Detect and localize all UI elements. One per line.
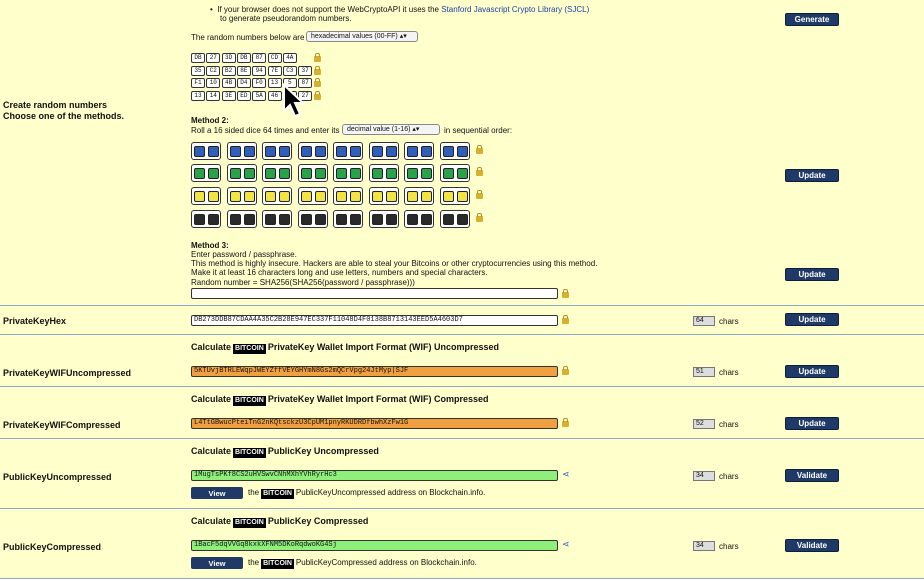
die[interactable] <box>421 146 432 157</box>
dice-pair[interactable] <box>262 164 292 182</box>
lock-icon <box>476 216 483 222</box>
wif-uncompressed-update-button[interactable]: Update <box>785 365 839 378</box>
dice-pair[interactable] <box>298 164 328 182</box>
wif-compressed-input[interactable]: L4TtGBwucPteiTnG2nKQtsckzU3CpUM1pnyRKUDRDfbwhXzFw1G <box>191 418 558 429</box>
public-uncompressed-chars-unit: chars <box>719 472 739 481</box>
view-compressed-text: the BITCOIN PublicKeyCompressed address on Blockchain.info. <box>248 558 477 567</box>
wif-uncompressed-char-count: 51 <box>693 367 715 377</box>
dice-pair[interactable] <box>440 142 470 160</box>
hex-byte-cell[interactable]: 5 <box>283 78 297 88</box>
die[interactable] <box>407 191 418 202</box>
public-compressed-chars-unit: chars <box>719 542 739 551</box>
die[interactable] <box>279 191 290 202</box>
dice-pair[interactable] <box>333 210 363 228</box>
die[interactable] <box>230 214 241 225</box>
dice-pair[interactable] <box>262 187 292 205</box>
die[interactable] <box>301 146 312 157</box>
hex-byte-cell[interactable]: 13 <box>268 78 282 88</box>
lock-icon <box>562 421 569 427</box>
hex-byte-cell[interactable]: 87 <box>252 53 266 63</box>
die[interactable] <box>194 191 205 202</box>
hex-byte-cell[interactable]: 46 <box>268 91 282 101</box>
dice-pair[interactable] <box>440 210 470 228</box>
public-uncompressed-input[interactable]: 1MugTsPKf8CS2uHVSwvCNhMXhYVhRyrHc3 <box>191 470 558 481</box>
die[interactable] <box>194 146 205 157</box>
dice-pair[interactable] <box>333 142 363 160</box>
die[interactable] <box>421 214 432 225</box>
public-uncompressed-validate-button[interactable]: Validate <box>785 469 839 482</box>
die[interactable] <box>421 191 432 202</box>
hex-byte-cell[interactable]: DB <box>237 53 251 63</box>
die[interactable] <box>443 146 454 157</box>
share-icon[interactable]: ⋖ <box>562 469 570 479</box>
die[interactable] <box>350 191 361 202</box>
die[interactable] <box>336 168 347 179</box>
hex-byte-cell[interactable]: 4B <box>222 78 236 88</box>
hex-byte-cell[interactable]: F1 <box>191 78 205 88</box>
view-uncompressed-button[interactable]: View <box>191 487 243 499</box>
die[interactable] <box>208 214 219 225</box>
public-compressed-label: PublicKeyCompressed <box>3 542 102 552</box>
die[interactable] <box>315 168 326 179</box>
dice-pair[interactable] <box>191 164 221 182</box>
dice-pair[interactable] <box>191 210 221 228</box>
lock-icon <box>562 292 569 298</box>
die[interactable] <box>457 168 468 179</box>
hex-byte-cell[interactable]: F0 <box>252 78 266 88</box>
die[interactable] <box>265 146 276 157</box>
bitcoin-badge: BITCOIN <box>235 345 264 352</box>
lock-icon <box>314 81 321 87</box>
die[interactable] <box>315 146 326 157</box>
die[interactable] <box>350 214 361 225</box>
die[interactable] <box>244 191 255 202</box>
die[interactable] <box>265 168 276 179</box>
random-below-label: The random numbers below are <box>191 33 305 42</box>
die[interactable] <box>230 168 241 179</box>
dice-pair[interactable] <box>227 210 257 228</box>
die[interactable] <box>407 168 418 179</box>
die[interactable] <box>386 214 397 225</box>
dice-pair[interactable] <box>369 142 399 160</box>
hex-char-count: 64 <box>693 316 715 326</box>
method3-line4: Random number = SHA256(SHA256(password / passphrase))) <box>191 278 415 287</box>
die[interactable] <box>443 214 454 225</box>
die[interactable] <box>386 168 397 179</box>
hex-byte-cell[interactable]: 37 <box>298 66 312 76</box>
wif-compressed-char-count: 52 <box>693 419 715 429</box>
public-compressed-heading: Calculate BITCOIN PublicKey Compressed <box>191 516 369 526</box>
method2-text: Roll a 16 sided dice 64 times and enter its <box>191 126 340 135</box>
die[interactable] <box>336 191 347 202</box>
bitcoin-badge: BITCOIN <box>235 397 264 404</box>
hex-byte-cell[interactable]: 4A <box>283 53 297 63</box>
die[interactable] <box>421 168 432 179</box>
dice-pair[interactable] <box>369 210 399 228</box>
section-subtitle: Choose one of the methods. <box>3 111 125 121</box>
wif-uncompressed-chars-unit: chars <box>719 368 739 377</box>
lock-icon <box>314 94 321 100</box>
wif-compressed-label: PrivateKeyWIFCompressed <box>3 420 121 430</box>
wif-uncompressed-label: PrivateKeyWIFUncompressed <box>3 368 132 378</box>
hex-byte-cell[interactable]: CD <box>268 53 282 63</box>
dice-pair[interactable] <box>404 187 434 205</box>
wif-compressed-heading: Calculate BITCOIN PrivateKey Wallet Import Format (WIF) Compressed <box>191 394 489 404</box>
dice-pair[interactable] <box>262 210 292 228</box>
lock-icon <box>314 69 321 75</box>
die[interactable] <box>194 214 205 225</box>
sjcl-bullet-2: to generate pseudorandom numbers. <box>220 14 352 23</box>
dice-pair[interactable] <box>333 164 363 182</box>
public-compressed-input[interactable]: 1BacF5dqVVGq8kxkXFNM5DKoRqdwoKG4Sj <box>191 540 558 551</box>
lock-icon <box>314 56 321 62</box>
method2-title: Method 2: <box>191 116 229 125</box>
bitcoin-badge: BITCOIN <box>263 490 292 497</box>
die[interactable] <box>279 168 290 179</box>
die[interactable] <box>244 168 255 179</box>
dice-pair[interactable] <box>369 164 399 182</box>
die[interactable] <box>350 168 361 179</box>
die[interactable] <box>230 191 241 202</box>
hex-byte-cell[interactable]: 35 <box>191 66 205 76</box>
lock-icon <box>476 193 483 199</box>
dice-pair[interactable] <box>227 142 257 160</box>
die[interactable] <box>457 214 468 225</box>
die[interactable] <box>244 146 255 157</box>
die[interactable] <box>208 168 219 179</box>
method3-line2: This method is highly insecure. Hackers are able to steal your Bitcoins or other cryptocurrencies using this method. <box>191 259 598 268</box>
dice-pair[interactable] <box>440 187 470 205</box>
dice-format-select[interactable]: decimal value (1-16) ▴▾ <box>342 124 440 135</box>
hex-chars-unit: chars <box>719 317 739 326</box>
die[interactable] <box>336 214 347 225</box>
bitcoin-badge: BITCOIN <box>263 560 292 567</box>
bitcoin-badge: BITCOIN <box>235 519 264 526</box>
hex-label: PrivateKeyHex <box>3 316 67 326</box>
hex-update-button[interactable]: Update <box>785 313 839 326</box>
view-compressed-button[interactable]: View <box>191 557 243 569</box>
method3-line1: Enter password / passphrase. <box>191 250 297 259</box>
die[interactable] <box>315 191 326 202</box>
die[interactable] <box>301 191 312 202</box>
public-compressed-char-count: 34 <box>693 541 715 551</box>
method2-text-after: in sequential order: <box>444 126 513 135</box>
public-compressed-validate-button[interactable]: Validate <box>785 539 839 552</box>
die[interactable] <box>230 146 241 157</box>
public-uncompressed-label: PublicKeyUncompressed <box>3 472 112 482</box>
divider <box>0 578 924 579</box>
die[interactable] <box>265 214 276 225</box>
password-input[interactable] <box>191 288 558 299</box>
hex-byte-cell[interactable]: 8E <box>237 66 251 76</box>
format-select[interactable]: hexadecimal values (00-FF) ▴▾ <box>306 31 418 42</box>
bitcoin-badge: BITCOIN <box>235 449 264 456</box>
dice-pair[interactable] <box>404 210 434 228</box>
hex-byte-cell[interactable]: 14 <box>206 91 220 101</box>
wif-uncompressed-input[interactable]: 5KTUvjBTRLEWqpJWEYZffVEYGHYmN8Gs2mQCrVpg24JtMyp|SJF <box>191 366 558 377</box>
hex-byte-cell[interactable]: 13 <box>191 91 205 101</box>
die[interactable] <box>208 146 219 157</box>
die[interactable] <box>372 214 383 225</box>
share-icon[interactable]: ⋖ <box>562 539 570 549</box>
die[interactable] <box>244 214 255 225</box>
die[interactable] <box>208 191 219 202</box>
hex-byte-cell[interactable]: 5A <box>252 91 266 101</box>
hex-byte-cell[interactable]: 27 <box>206 53 220 63</box>
die[interactable] <box>443 168 454 179</box>
dice-pair[interactable] <box>227 164 257 182</box>
die[interactable] <box>457 191 468 202</box>
die[interactable] <box>265 191 276 202</box>
die[interactable] <box>386 146 397 157</box>
dice-pair[interactable] <box>191 187 221 205</box>
hex-byte-cell[interactable]: D4 <box>237 78 251 88</box>
hex-byte-cell[interactable]: DB <box>191 53 205 63</box>
dice-pair[interactable] <box>298 142 328 160</box>
wif-uncompressed-heading: Calculate BITCOIN PrivateKey Wallet Import Format (WIF) Uncompressed <box>191 342 500 352</box>
hex-byte-cell[interactable]: 87 <box>298 78 312 88</box>
dice-pair[interactable] <box>298 187 328 205</box>
generate-button[interactable]: Generate <box>785 13 839 26</box>
public-uncompressed-char-count: 34 <box>693 471 715 481</box>
hex-byte-cell[interactable]: 94 <box>252 66 266 76</box>
die[interactable] <box>372 191 383 202</box>
dice-format-value: decimal value (1-16) <box>347 126 411 133</box>
dice-pair[interactable] <box>369 187 399 205</box>
dice-pair[interactable] <box>404 142 434 160</box>
die[interactable] <box>372 146 383 157</box>
hex-byte-cell[interactable]: 3D <box>222 53 236 63</box>
dice-pair[interactable] <box>298 210 328 228</box>
die[interactable] <box>301 214 312 225</box>
die[interactable] <box>407 214 418 225</box>
hex-byte-cell[interactable]: B2 <box>222 66 236 76</box>
hex-byte-cell[interactable]: 3E <box>222 91 236 101</box>
die[interactable] <box>315 214 326 225</box>
dice-pair[interactable] <box>404 164 434 182</box>
hex-byte-cell[interactable]: C3 <box>283 66 297 76</box>
format-select-value: hexadecimal values (00-FF) <box>311 33 398 40</box>
wif-compressed-update-button[interactable]: Update <box>785 417 839 430</box>
hex-byte-cell[interactable]: 10 <box>206 78 220 88</box>
die[interactable] <box>350 146 361 157</box>
public-uncompressed-heading: Calculate BITCOIN PublicKey Uncompressed <box>191 446 379 456</box>
password-update-button[interactable]: Update <box>785 268 839 281</box>
dice-pair[interactable] <box>440 164 470 182</box>
die[interactable] <box>279 214 290 225</box>
dice-pair[interactable] <box>262 142 292 160</box>
lock-icon <box>476 148 483 154</box>
hex-byte-cell[interactable]: ED <box>237 91 251 101</box>
die[interactable] <box>279 146 290 157</box>
dice-pair[interactable] <box>227 187 257 205</box>
die[interactable] <box>407 146 418 157</box>
die[interactable] <box>194 168 205 179</box>
dice-pair[interactable] <box>333 187 363 205</box>
dice-update-button[interactable]: Update <box>785 169 839 182</box>
lock-icon <box>562 318 569 324</box>
die[interactable] <box>386 191 397 202</box>
method3-title: Method 3: <box>191 241 229 250</box>
dice-pair[interactable] <box>191 142 221 160</box>
hex-byte-cell[interactable]: 27 <box>298 91 312 101</box>
die[interactable] <box>372 168 383 179</box>
method3-line3: Make it at least 16 characters long and use letters, numbers and special characters. <box>191 268 488 277</box>
section-title: Create random numbers <box>3 100 108 110</box>
hex-byte-cell[interactable]: 7E <box>268 66 282 76</box>
wif-compressed-chars-unit: chars <box>719 420 739 429</box>
die[interactable] <box>301 168 312 179</box>
hex-byte-cell[interactable]: C2 <box>206 66 220 76</box>
sjcl-link[interactable]: Stanford Javascript Crypto Library (SJCL) <box>441 5 590 14</box>
lock-icon <box>562 369 569 375</box>
mouse-cursor-icon <box>282 83 308 119</box>
sjcl-text: If your browser does not support the WebCryptoAPI it uses the <box>217 5 439 14</box>
lock-icon <box>476 170 483 176</box>
view-uncompressed-text: the BITCOIN PublicKeyUncompressed address on Blockchain.info. <box>248 488 486 497</box>
die[interactable] <box>443 191 454 202</box>
private-key-hex-input[interactable]: DB273DDB87CDAA4A35C2B28E947EC337F11048D4F0138B8713143EED5A4603D7 <box>191 315 558 326</box>
sjcl-bullet: • If your browser does not support the WebCryptoAPI it uses the Stanford Javascript Crypto Library (SJCL) <box>210 5 590 14</box>
die[interactable] <box>336 146 347 157</box>
die[interactable] <box>457 146 468 157</box>
